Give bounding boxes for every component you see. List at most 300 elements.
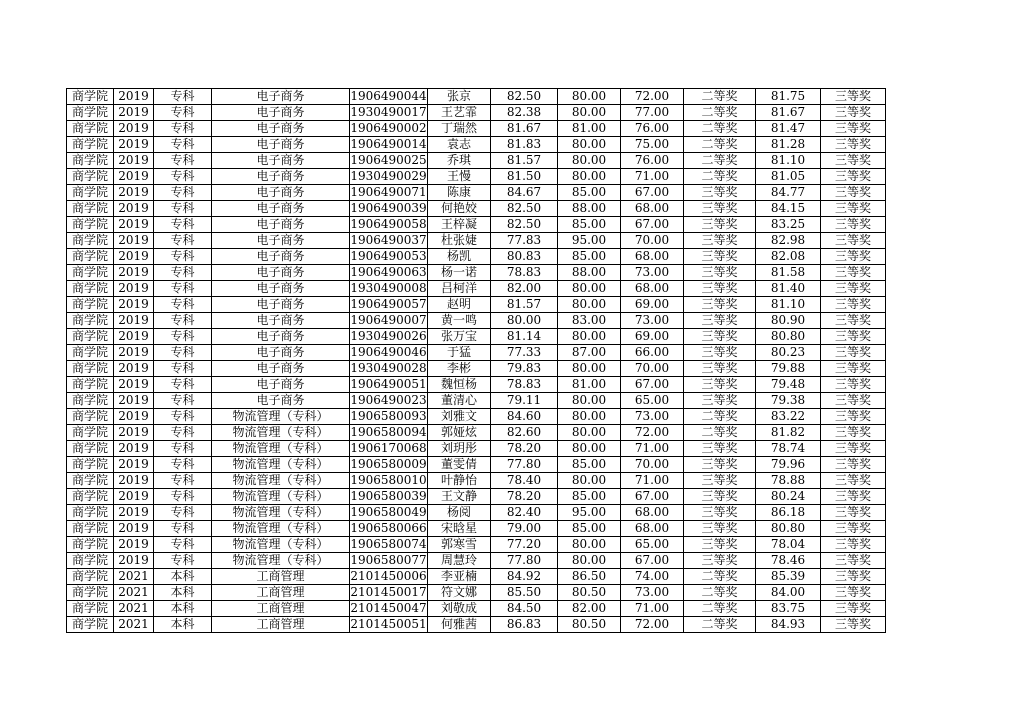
award-cell-2: 三等奖: [821, 105, 886, 121]
table-row: [67, 105, 886, 121]
award-cell-2: 三等奖: [821, 361, 886, 377]
score-cell-3: 67.00: [621, 185, 684, 201]
award-cell-1: 二等奖: [684, 425, 756, 441]
college-cell: 商学院: [67, 313, 114, 329]
major-cell: 电子商务: [212, 329, 350, 345]
college-cell: 商学院: [67, 121, 114, 137]
major-cell: 电子商务: [212, 281, 350, 297]
score-cell-2: 88.00: [558, 201, 621, 217]
score-cell-3: 65.00: [621, 393, 684, 409]
year-cell: 2019: [114, 89, 154, 105]
college-cell: 商学院: [67, 393, 114, 409]
award-cell-1: 二等奖: [684, 569, 756, 585]
major-cell: 电子商务: [212, 105, 350, 121]
score-cell-4: 82.08: [756, 249, 821, 265]
table-row: [67, 425, 886, 441]
award-cell-1: 三等奖: [684, 441, 756, 457]
score-cell-1: 78.20: [491, 489, 558, 505]
major-cell: 物流管理（专科）: [212, 505, 350, 521]
score-cell-3: 66.00: [621, 345, 684, 361]
level-cell: 专科: [154, 137, 212, 153]
student-name-cell: 符文娜: [428, 585, 491, 601]
score-cell-2: 83.00: [558, 313, 621, 329]
student-name-cell: 杨阅: [428, 505, 491, 521]
score-cell-3: 70.00: [621, 457, 684, 473]
table-row: [67, 345, 886, 361]
table-row: [67, 233, 886, 249]
college-cell: 商学院: [67, 489, 114, 505]
score-cell-3: 65.00: [621, 537, 684, 553]
major-cell: 工商管理: [212, 569, 350, 585]
student-name-cell: 李亚楠: [428, 569, 491, 585]
year-cell: 2019: [114, 121, 154, 137]
award-cell-1: 二等奖: [684, 585, 756, 601]
award-cell-1: 三等奖: [684, 201, 756, 217]
level-cell: 专科: [154, 265, 212, 281]
score-cell-4: 83.22: [756, 409, 821, 425]
student-name-cell: 李彬: [428, 361, 491, 377]
student-name-cell: 黄一鸣: [428, 313, 491, 329]
student-name-cell: 魏恒杨: [428, 377, 491, 393]
major-cell: 电子商务: [212, 345, 350, 361]
major-cell: 工商管理: [212, 585, 350, 601]
score-cell-4: 81.67: [756, 105, 821, 121]
year-cell: 2019: [114, 313, 154, 329]
award-cell-1: 二等奖: [684, 89, 756, 105]
score-cell-3: 73.00: [621, 265, 684, 281]
score-cell-2: 81.00: [558, 121, 621, 137]
college-cell: 商学院: [67, 297, 114, 313]
award-table: [66, 88, 886, 633]
score-cell-2: 80.00: [558, 297, 621, 313]
table-row: [67, 457, 886, 473]
award-cell-2: 三等奖: [821, 473, 886, 489]
student-id-cell: 1906490063: [350, 265, 427, 279]
major-cell: 电子商务: [212, 121, 350, 137]
score-cell-4: 81.58: [756, 265, 821, 281]
score-cell-2: 82.00: [558, 601, 621, 617]
college-cell: 商学院: [67, 329, 114, 345]
college-cell: 商学院: [67, 185, 114, 201]
table-row: [67, 521, 886, 537]
student-id-cell: 1906490007: [350, 313, 427, 327]
score-cell-1: 79.83: [491, 361, 558, 377]
award-cell-1: 二等奖: [684, 105, 756, 121]
score-cell-1: 81.57: [491, 297, 558, 313]
college-cell: 商学院: [67, 217, 114, 233]
level-cell: 本科: [154, 569, 212, 585]
student-name-cell: 于猛: [428, 345, 491, 361]
score-cell-3: 75.00: [621, 137, 684, 153]
major-cell: 工商管理: [212, 617, 350, 633]
student-id-cell: 2101450051: [350, 617, 427, 631]
table-row: [67, 153, 886, 169]
award-cell-1: 二等奖: [684, 601, 756, 617]
table-row: [67, 617, 886, 633]
score-cell-4: 84.93: [756, 617, 821, 633]
score-cell-2: 85.00: [558, 521, 621, 537]
score-cell-2: 80.00: [558, 153, 621, 169]
level-cell: 专科: [154, 489, 212, 505]
award-cell-2: 三等奖: [821, 537, 886, 553]
college-cell: 商学院: [67, 137, 114, 153]
table-row: [67, 393, 886, 409]
score-cell-4: 79.88: [756, 361, 821, 377]
score-cell-4: 78.04: [756, 537, 821, 553]
score-cell-1: 78.40: [491, 473, 558, 489]
score-cell-3: 71.00: [621, 169, 684, 185]
score-cell-1: 81.14: [491, 329, 558, 345]
level-cell: 本科: [154, 601, 212, 617]
student-name-cell: 王慢: [428, 169, 491, 185]
table-row: [67, 297, 886, 313]
year-cell: 2019: [114, 249, 154, 265]
college-cell: 商学院: [67, 201, 114, 217]
award-cell-2: 三等奖: [821, 521, 886, 537]
award-cell-1: 三等奖: [684, 521, 756, 537]
score-cell-2: 80.00: [558, 537, 621, 553]
table-row: [67, 505, 886, 521]
level-cell: 专科: [154, 185, 212, 201]
award-cell-2: 三等奖: [821, 585, 886, 601]
college-cell: 商学院: [67, 169, 114, 185]
score-cell-1: 80.00: [491, 313, 558, 329]
table-row: [67, 553, 886, 569]
major-cell: 电子商务: [212, 185, 350, 201]
table-row: [67, 313, 886, 329]
score-cell-4: 79.48: [756, 377, 821, 393]
student-name-cell: 袁志: [428, 137, 491, 153]
table-row: [67, 201, 886, 217]
student-name-cell: 杜张婕: [428, 233, 491, 249]
year-cell: 2019: [114, 185, 154, 201]
award-cell-2: 三等奖: [821, 281, 886, 297]
score-cell-1: 81.57: [491, 153, 558, 169]
college-cell: 商学院: [67, 233, 114, 249]
level-cell: 专科: [154, 409, 212, 425]
level-cell: 本科: [154, 617, 212, 633]
score-cell-2: 80.00: [558, 329, 621, 345]
award-cell-1: 三等奖: [684, 393, 756, 409]
score-cell-4: 78.46: [756, 553, 821, 569]
college-cell: 商学院: [67, 105, 114, 121]
major-cell: 电子商务: [212, 233, 350, 249]
score-cell-4: 81.10: [756, 153, 821, 169]
award-cell-2: 三等奖: [821, 249, 886, 265]
score-cell-4: 82.98: [756, 233, 821, 249]
award-cell-2: 三等奖: [821, 441, 886, 457]
score-cell-2: 80.00: [558, 425, 621, 441]
student-id-cell: 1906580066: [350, 521, 427, 535]
score-cell-1: 78.83: [491, 377, 558, 393]
score-cell-2: 80.00: [558, 473, 621, 489]
student-id-cell: 1906490057: [350, 297, 427, 311]
award-cell-2: 三等奖: [821, 457, 886, 473]
major-cell: 电子商务: [212, 297, 350, 313]
year-cell: 2019: [114, 409, 154, 425]
table-row: [67, 281, 886, 297]
student-id-cell: 1906580049: [350, 505, 427, 519]
score-cell-3: 72.00: [621, 617, 684, 633]
major-cell: 物流管理（专科）: [212, 473, 350, 489]
score-cell-1: 77.80: [491, 457, 558, 473]
year-cell: 2019: [114, 169, 154, 185]
college-cell: 商学院: [67, 361, 114, 377]
student-name-cell: 丁瑞然: [428, 121, 491, 137]
score-cell-4: 84.15: [756, 201, 821, 217]
award-cell-1: 三等奖: [684, 505, 756, 521]
score-cell-4: 81.28: [756, 137, 821, 153]
award-cell-2: 三等奖: [821, 153, 886, 169]
year-cell: 2019: [114, 329, 154, 345]
student-id-cell: 1906490071: [350, 185, 427, 199]
year-cell: 2021: [114, 569, 154, 585]
score-cell-4: 81.47: [756, 121, 821, 137]
score-cell-3: 69.00: [621, 297, 684, 313]
score-cell-3: 70.00: [621, 361, 684, 377]
score-cell-2: 85.00: [558, 249, 621, 265]
score-cell-1: 79.11: [491, 393, 558, 409]
score-cell-4: 80.24: [756, 489, 821, 505]
level-cell: 专科: [154, 441, 212, 457]
score-cell-3: 74.00: [621, 569, 684, 585]
college-cell: 商学院: [67, 441, 114, 457]
table-row: [67, 169, 886, 185]
college-cell: 商学院: [67, 457, 114, 473]
score-cell-2: 85.00: [558, 489, 621, 505]
level-cell: 本科: [154, 585, 212, 601]
major-cell: 电子商务: [212, 393, 350, 409]
major-cell: 物流管理（专科）: [212, 489, 350, 505]
score-cell-4: 80.80: [756, 521, 821, 537]
award-cell-2: 三等奖: [821, 345, 886, 361]
award-cell-2: 三等奖: [821, 297, 886, 313]
major-cell: 电子商务: [212, 377, 350, 393]
score-cell-1: 85.50: [491, 585, 558, 601]
score-cell-4: 84.00: [756, 585, 821, 601]
award-cell-2: 三等奖: [821, 393, 886, 409]
award-cell-1: 二等奖: [684, 617, 756, 633]
score-cell-2: 85.00: [558, 217, 621, 233]
student-id-cell: 1906490039: [350, 201, 427, 215]
major-cell: 电子商务: [212, 169, 350, 185]
score-cell-3: 68.00: [621, 249, 684, 265]
score-cell-2: 80.00: [558, 553, 621, 569]
college-cell: 商学院: [67, 601, 114, 617]
score-cell-4: 80.80: [756, 329, 821, 345]
score-cell-4: 83.75: [756, 601, 821, 617]
score-cell-2: 80.00: [558, 169, 621, 185]
score-cell-1: 78.20: [491, 441, 558, 457]
student-name-cell: 刘玥彤: [428, 441, 491, 457]
score-cell-2: 80.00: [558, 393, 621, 409]
award-cell-1: 二等奖: [684, 169, 756, 185]
year-cell: 2019: [114, 441, 154, 457]
year-cell: 2019: [114, 521, 154, 537]
score-cell-3: 67.00: [621, 489, 684, 505]
student-id-cell: 1906490051: [350, 377, 427, 391]
score-cell-3: 69.00: [621, 329, 684, 345]
score-cell-2: 80.50: [558, 585, 621, 601]
table-row: [67, 137, 886, 153]
year-cell: 2019: [114, 345, 154, 361]
score-cell-2: 81.00: [558, 377, 621, 393]
award-cell-1: 三等奖: [684, 297, 756, 313]
major-cell: 物流管理（专科）: [212, 457, 350, 473]
award-cell-2: 三等奖: [821, 265, 886, 281]
major-cell: 电子商务: [212, 249, 350, 265]
score-cell-1: 78.83: [491, 265, 558, 281]
year-cell: 2019: [114, 361, 154, 377]
college-cell: 商学院: [67, 505, 114, 521]
level-cell: 专科: [154, 249, 212, 265]
award-cell-2: 三等奖: [821, 409, 886, 425]
award-cell-2: 三等奖: [821, 617, 886, 633]
year-cell: 2019: [114, 377, 154, 393]
score-cell-1: 77.80: [491, 553, 558, 569]
score-cell-4: 85.39: [756, 569, 821, 585]
student-name-cell: 郭寒雪: [428, 537, 491, 553]
score-cell-2: 80.50: [558, 617, 621, 633]
level-cell: 专科: [154, 169, 212, 185]
score-cell-2: 80.00: [558, 361, 621, 377]
major-cell: 电子商务: [212, 217, 350, 233]
award-cell-1: 三等奖: [684, 473, 756, 489]
score-cell-3: 68.00: [621, 281, 684, 297]
student-name-cell: 王文静: [428, 489, 491, 505]
score-cell-1: 80.83: [491, 249, 558, 265]
score-cell-3: 68.00: [621, 201, 684, 217]
college-cell: 商学院: [67, 617, 114, 633]
score-cell-2: 80.00: [558, 409, 621, 425]
student-name-cell: 郭娅炫: [428, 425, 491, 441]
year-cell: 2019: [114, 489, 154, 505]
major-cell: 物流管理（专科）: [212, 553, 350, 569]
award-cell-1: 三等奖: [684, 489, 756, 505]
score-cell-3: 72.00: [621, 89, 684, 105]
level-cell: 专科: [154, 153, 212, 169]
score-cell-1: 79.00: [491, 521, 558, 537]
student-name-cell: 周慧玲: [428, 553, 491, 569]
score-cell-1: 81.67: [491, 121, 558, 137]
score-cell-1: 82.00: [491, 281, 558, 297]
award-cell-1: 三等奖: [684, 281, 756, 297]
year-cell: 2019: [114, 217, 154, 233]
score-cell-2: 80.00: [558, 105, 621, 121]
score-cell-4: 81.10: [756, 297, 821, 313]
award-cell-1: 三等奖: [684, 233, 756, 249]
table-row: [67, 361, 886, 377]
student-id-cell: 1906580010: [350, 473, 427, 487]
score-cell-4: 80.90: [756, 313, 821, 329]
score-cell-4: 83.25: [756, 217, 821, 233]
award-cell-1: 三等奖: [684, 553, 756, 569]
score-cell-3: 67.00: [621, 217, 684, 233]
level-cell: 专科: [154, 553, 212, 569]
major-cell: 物流管理（专科）: [212, 537, 350, 553]
award-cell-1: 三等奖: [684, 217, 756, 233]
score-cell-3: 73.00: [621, 313, 684, 329]
score-cell-4: 79.38: [756, 393, 821, 409]
score-cell-1: 82.40: [491, 505, 558, 521]
score-cell-1: 84.67: [491, 185, 558, 201]
college-cell: 商学院: [67, 537, 114, 553]
award-cell-2: 三等奖: [821, 169, 886, 185]
college-cell: 商学院: [67, 153, 114, 169]
college-cell: 商学院: [67, 425, 114, 441]
award-cell-1: 二等奖: [684, 121, 756, 137]
major-cell: 电子商务: [212, 89, 350, 105]
major-cell: 电子商务: [212, 201, 350, 217]
student-name-cell: 董清心: [428, 393, 491, 409]
score-cell-4: 80.23: [756, 345, 821, 361]
score-cell-4: 79.96: [756, 457, 821, 473]
student-id-cell: 1906170068: [350, 441, 427, 455]
award-cell-1: 三等奖: [684, 361, 756, 377]
award-cell-1: 三等奖: [684, 457, 756, 473]
score-cell-3: 70.00: [621, 233, 684, 249]
table-row: [67, 217, 886, 233]
student-id-cell: 1906580074: [350, 537, 427, 551]
major-cell: 电子商务: [212, 313, 350, 329]
table-row: [67, 249, 886, 265]
award-cell-1: 三等奖: [684, 345, 756, 361]
award-cell-1: 三等奖: [684, 313, 756, 329]
score-cell-1: 82.38: [491, 105, 558, 121]
score-cell-1: 82.60: [491, 425, 558, 441]
level-cell: 专科: [154, 201, 212, 217]
major-cell: 物流管理（专科）: [212, 521, 350, 537]
level-cell: 专科: [154, 505, 212, 521]
student-name-cell: 张万宝: [428, 329, 491, 345]
score-cell-1: 84.92: [491, 569, 558, 585]
level-cell: 专科: [154, 281, 212, 297]
level-cell: 专科: [154, 121, 212, 137]
level-cell: 专科: [154, 537, 212, 553]
score-cell-4: 81.75: [756, 89, 821, 105]
student-name-cell: 张京: [428, 89, 491, 105]
award-cell-1: 三等奖: [684, 377, 756, 393]
level-cell: 专科: [154, 361, 212, 377]
award-cell-2: 三等奖: [821, 505, 886, 521]
table-row: [67, 409, 886, 425]
score-cell-3: 68.00: [621, 521, 684, 537]
award-cell-2: 三等奖: [821, 217, 886, 233]
award-cell-2: 三等奖: [821, 553, 886, 569]
score-cell-3: 73.00: [621, 409, 684, 425]
student-id-cell: 1906490058: [350, 217, 427, 231]
level-cell: 专科: [154, 313, 212, 329]
student-id-cell: 1930490017: [350, 105, 427, 119]
year-cell: 2019: [114, 201, 154, 217]
score-cell-3: 71.00: [621, 473, 684, 489]
level-cell: 专科: [154, 457, 212, 473]
student-name-cell: 王艺霏: [428, 105, 491, 121]
student-name-cell: 刘敬成: [428, 601, 491, 617]
award-cell-2: 三等奖: [821, 569, 886, 585]
year-cell: 2019: [114, 537, 154, 553]
student-name-cell: 董雯倩: [428, 457, 491, 473]
student-name-cell: 宋晗星: [428, 521, 491, 537]
college-cell: 商学院: [67, 377, 114, 393]
table-row: [67, 537, 886, 553]
award-cell-2: 三等奖: [821, 89, 886, 105]
table-row: [67, 121, 886, 137]
score-cell-3: 67.00: [621, 553, 684, 569]
table-row: [67, 489, 886, 505]
level-cell: 专科: [154, 473, 212, 489]
award-cell-2: 三等奖: [821, 233, 886, 249]
